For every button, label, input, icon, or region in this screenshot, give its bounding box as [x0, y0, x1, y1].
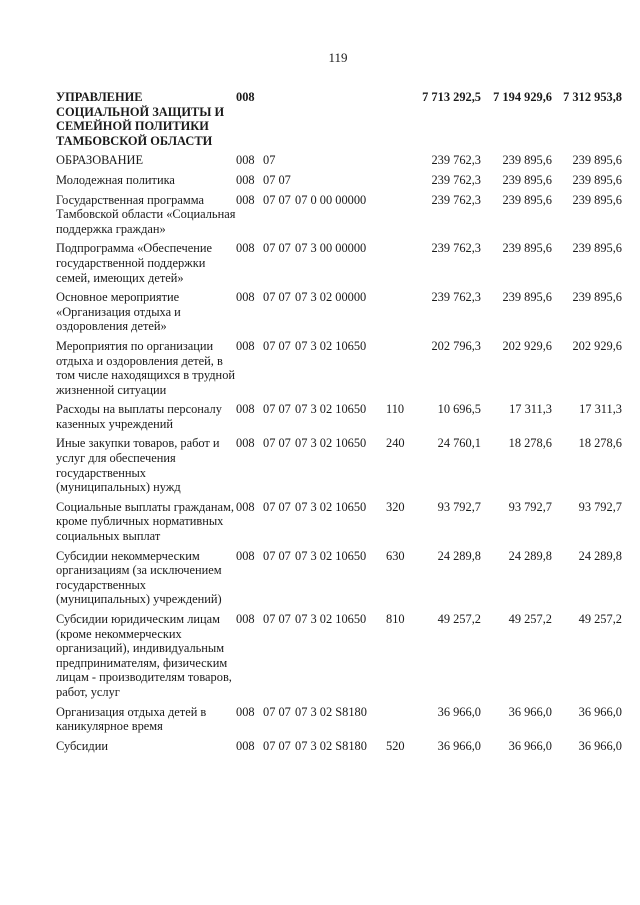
- row-name: Субсидии юридическим лицам (кроме некоммерческих организаций), индивидуальным предпринимателям, физическим лицам - производителям товаров, работ, услуг: [56, 612, 232, 699]
- row-expense-type-code: 320: [386, 499, 405, 514]
- row-amount-year-3: 17 311,3: [579, 402, 622, 417]
- row-amount-year-2: 239 895,6: [502, 172, 552, 187]
- row-section-code: 07 07: [263, 241, 291, 256]
- row-amount-year-2: 36 966,0: [508, 704, 552, 719]
- row-name: Подпрограмма «Обеспечение государственной поддержки семей, имеющих детей»: [56, 241, 212, 285]
- row-name: Иные закупки товаров, работ и услуг для обеспечения государственных (муниципальных) нужд: [56, 436, 220, 495]
- row-ministry-code: 008: [236, 548, 255, 563]
- row-target-article-code: 07 3 02 S8180: [295, 704, 367, 719]
- row-amount-year-3: 202 929,6: [572, 338, 622, 353]
- row-expense-type-code: 810: [386, 612, 405, 626]
- row-amount-year-2: 93 792,7: [508, 499, 552, 514]
- table-row: [56, 739, 622, 759]
- row-amount-year-3: 239 895,6: [572, 153, 622, 168]
- row-expense-type-code: 520: [386, 738, 405, 753]
- row-name: Молодежная политика: [56, 172, 175, 187]
- table-row: [56, 705, 622, 739]
- table-row: [56, 173, 622, 193]
- row-target-article-code: 07 3 02 10650: [295, 402, 367, 417]
- row-section-code: 07 07: [263, 548, 291, 563]
- row-target-article-code: 07 3 02 10650: [295, 499, 367, 514]
- row-amount-year-3: 239 895,6: [572, 290, 622, 305]
- row-amount-year-3: 24 289,8: [578, 548, 622, 563]
- row-target-article-code: 07 3 02 10650: [295, 548, 367, 563]
- row-section-code: 07 07: [263, 192, 291, 207]
- row-name: Основное мероприятие «Организация отдыха и оздоровления детей»: [56, 290, 181, 334]
- row-name: Субсидии некоммерческим организациям (за исключением государственных (муниципальных) учреждений): [56, 548, 222, 607]
- row-ministry-code: 008: [236, 90, 255, 104]
- row-section-code: [263, 90, 295, 153]
- row-ministry-code: 008: [236, 402, 255, 417]
- row-amount-year-1: 202 796,3: [431, 338, 481, 353]
- row-ministry-code: 008: [236, 436, 255, 451]
- row-amount-year-3: 7 312 953,8: [563, 90, 622, 104]
- row-section-code: 07 07: [263, 738, 291, 753]
- table-row: [56, 402, 622, 436]
- row-section-code: 07: [263, 153, 276, 168]
- row-ministry-code: 008: [236, 192, 255, 207]
- row-amount-year-1: 239 762,3: [431, 241, 481, 256]
- budget-table-body: [56, 90, 622, 758]
- row-amount-year-2: 7 194 929,6: [493, 90, 552, 104]
- row-name: Организация отдыха детей в каникулярное время: [56, 704, 207, 734]
- row-amount-year-1: 24 289,8: [437, 548, 481, 563]
- row-expense-type-code: 240: [386, 436, 405, 451]
- row-amount-year-1: 10 696,5: [437, 402, 481, 417]
- row-expense-type-code: [386, 153, 414, 173]
- table-row: [56, 90, 622, 153]
- row-ministry-code: 008: [236, 241, 255, 256]
- row-section-code: 07 07: [263, 402, 291, 417]
- row-amount-year-3: 239 895,6: [572, 172, 622, 187]
- row-amount-year-2: 24 289,8: [508, 548, 552, 563]
- row-name: Расходы на выплаты персоналу казенных учреждений: [56, 402, 222, 431]
- page-number: 119: [328, 50, 348, 65]
- row-section-code: 07 07: [263, 290, 291, 305]
- budget-table: [56, 90, 622, 758]
- table-row: [56, 612, 622, 705]
- row-ministry-code: 008: [236, 612, 255, 626]
- row-ministry-code: 008: [236, 499, 255, 514]
- row-name: Социальные выплаты гражданам, кроме публичных нормативных социальных выплат: [56, 499, 234, 544]
- table-row: [56, 549, 622, 612]
- row-target-article-code: 07 0 00 00000: [295, 192, 367, 207]
- row-expense-type-code: [386, 193, 414, 242]
- table-row: [56, 193, 622, 242]
- row-expense-type-code: [386, 705, 414, 739]
- row-target-article-code: 07 3 00 00000: [295, 241, 367, 256]
- row-expense-type-code: [386, 290, 414, 339]
- row-amount-year-1: 239 762,3: [431, 153, 481, 168]
- table-row: [56, 153, 622, 173]
- row-section-code: 07 07: [263, 436, 291, 451]
- row-name: УПРАВЛЕНИЕ СОЦИАЛЬНОЙ ЗАЩИТЫ И СЕМЕЙНОЙ ПОЛИТИКИ ТАМБОВСКОЙ ОБЛАСТИ: [56, 90, 225, 148]
- table-row: [56, 241, 622, 290]
- row-name: ОБРАЗОВАНИЕ: [56, 153, 144, 168]
- table-row: [56, 339, 622, 402]
- row-amount-year-2: 17 311,3: [509, 402, 552, 417]
- row-expense-type-code: [386, 339, 414, 402]
- row-amount-year-2: 36 966,0: [508, 738, 552, 753]
- row-amount-year-1: 36 966,0: [437, 704, 481, 719]
- row-target-article-code: 07 3 02 00000: [295, 290, 367, 305]
- row-amount-year-1: 93 792,7: [437, 499, 481, 514]
- row-target-article-code: 07 3 02 10650: [295, 612, 367, 626]
- row-amount-year-3: 49 257,2: [578, 612, 622, 626]
- row-amount-year-2: 18 278,6: [508, 436, 552, 451]
- row-target-article-code: 07 3 02 10650: [295, 338, 367, 353]
- row-target-article-code: 07 3 02 S8180: [295, 738, 367, 753]
- table-row: [56, 436, 622, 499]
- row-section-code: 07 07: [263, 704, 291, 719]
- row-target-article-code: [295, 173, 386, 193]
- row-expense-type-code: [386, 90, 414, 153]
- row-section-code: 07 07: [263, 338, 291, 353]
- row-name: Субсидии: [56, 738, 108, 753]
- row-amount-year-3: 36 966,0: [578, 738, 622, 753]
- row-amount-year-3: 36 966,0: [578, 704, 622, 719]
- row-amount-year-2: 239 895,6: [502, 192, 552, 207]
- row-amount-year-1: 7 713 292,5: [422, 90, 481, 104]
- row-ministry-code: 008: [236, 704, 255, 719]
- row-amount-year-2: 239 895,6: [502, 290, 552, 305]
- row-target-article-code: [295, 153, 386, 173]
- row-name: Мероприятия по организации отдыха и оздоровления детей, в том числе находящихся в трудной жизненной ситуации: [56, 338, 236, 397]
- row-amount-year-2: 239 895,6: [502, 153, 552, 168]
- row-amount-year-1: 239 762,3: [431, 172, 481, 187]
- row-amount-year-3: 239 895,6: [572, 241, 622, 256]
- row-expense-type-code: 110: [386, 402, 405, 417]
- row-ministry-code: 008: [236, 338, 255, 353]
- row-expense-type-code: 630: [386, 548, 405, 563]
- row-amount-year-1: 239 762,3: [431, 192, 481, 207]
- row-amount-year-2: 202 929,6: [502, 338, 552, 353]
- row-amount-year-1: 36 966,0: [437, 738, 481, 753]
- row-name: Государственная программа Тамбовской области «Социальная поддержка граждан»: [56, 192, 236, 236]
- row-amount-year-3: 93 792,7: [578, 499, 622, 514]
- row-target-article-code: 07 3 02 10650: [295, 436, 367, 451]
- row-section-code: 07 07: [263, 499, 291, 514]
- row-ministry-code: 008: [236, 738, 255, 753]
- row-amount-year-1: 24 760,1: [437, 436, 481, 451]
- row-ministry-code: 008: [236, 290, 255, 305]
- row-amount-year-2: 49 257,2: [508, 612, 552, 626]
- row-amount-year-3: 239 895,6: [572, 192, 622, 207]
- table-row: [56, 500, 622, 549]
- row-expense-type-code: [386, 173, 414, 193]
- row-amount-year-2: 239 895,6: [502, 241, 552, 256]
- table-row: [56, 290, 622, 339]
- row-target-article-code: [295, 90, 386, 153]
- row-amount-year-3: 18 278,6: [578, 436, 622, 451]
- row-amount-year-1: 239 762,3: [431, 290, 481, 305]
- row-ministry-code: 008: [236, 172, 255, 187]
- row-section-code: 07 07: [263, 172, 291, 187]
- row-expense-type-code: [386, 241, 414, 290]
- row-amount-year-1: 49 257,2: [437, 612, 481, 626]
- row-section-code: 07 07: [263, 612, 291, 626]
- row-ministry-code: 008: [236, 153, 255, 168]
